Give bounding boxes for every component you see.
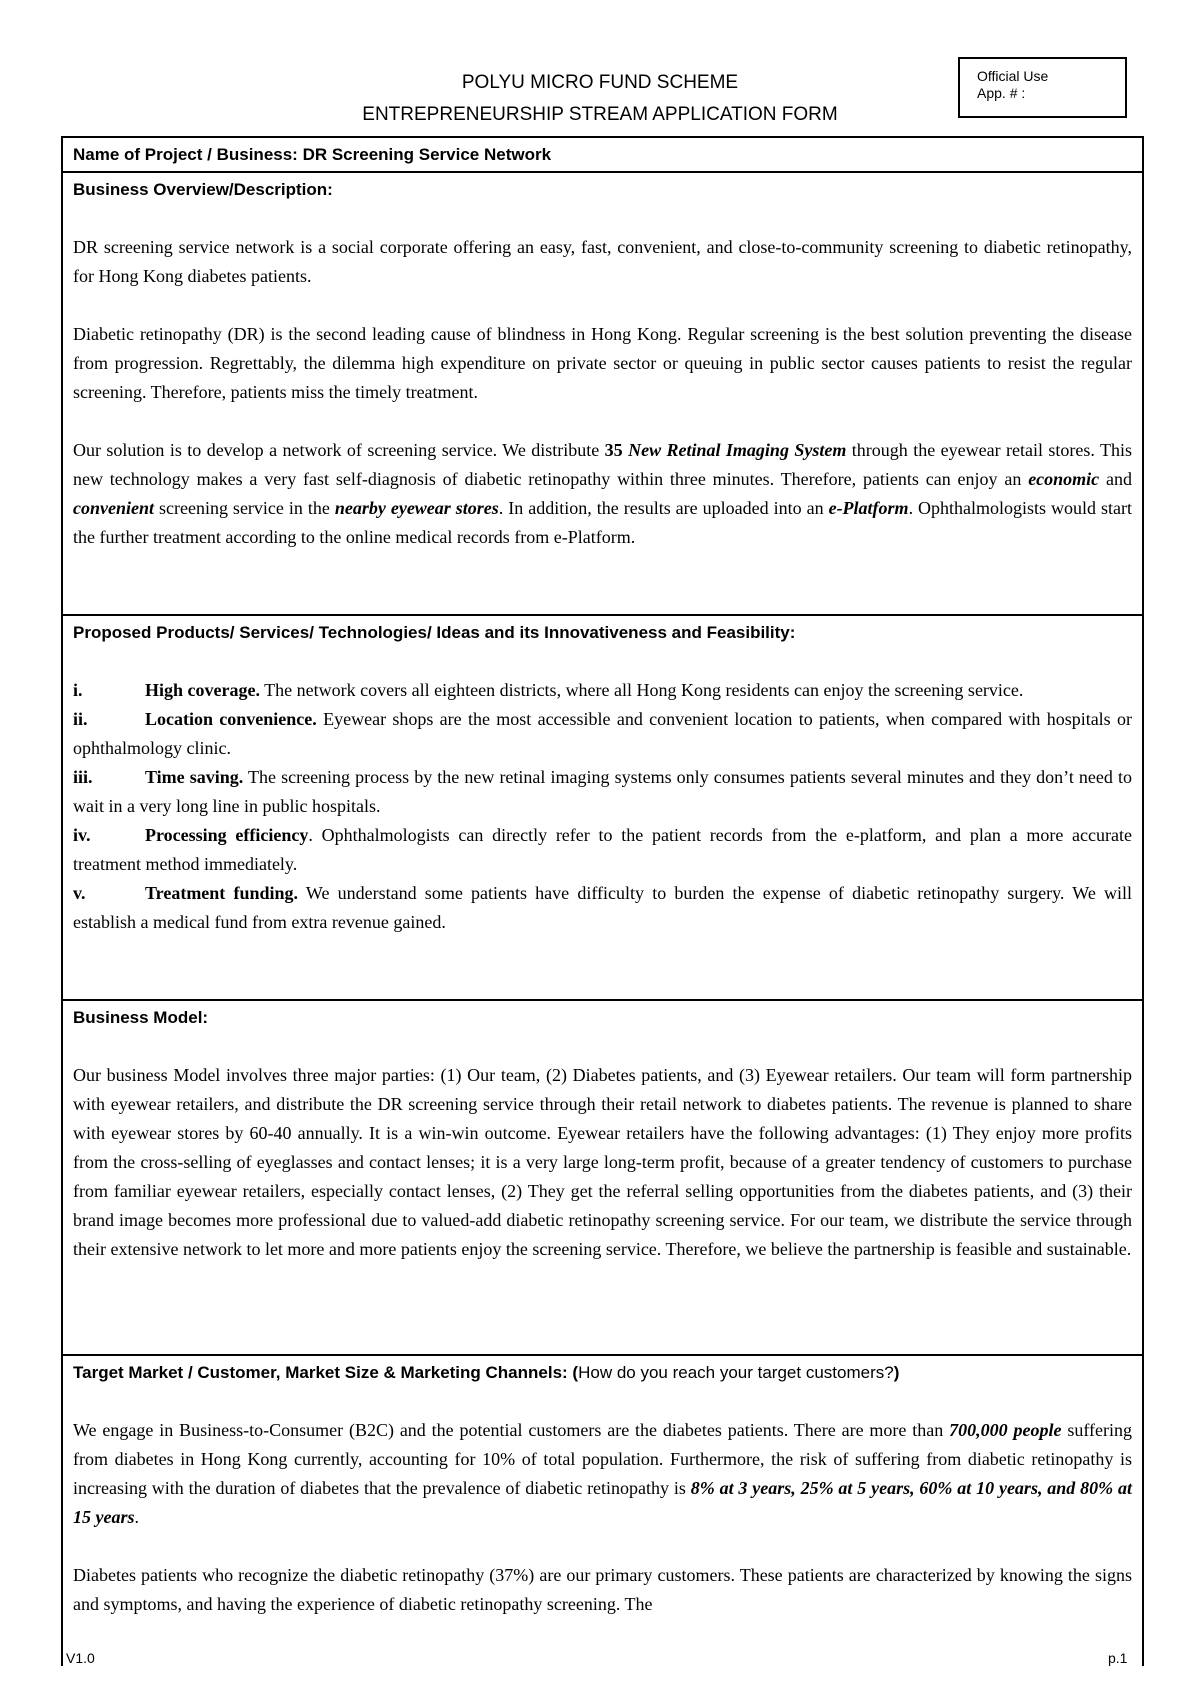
target-market-section [63,1356,1142,1619]
list-item: v. Treatment funding. We understand some patients have difficulty to burden the expense of diabetic retinopathy surgery. We will establish a medical fund from extra revenue gained. [73,883,1133,932]
list-item: ii. Location convenience. Eyewear shops are the most accessible and convenient location to patients, when compared with hospitals or ophthalmology clinic. [73,709,1132,758]
app-number-label: App. # : [977,85,1026,101]
page-number: p.1 [1108,1650,1128,1666]
version-label: V1.0 [66,1650,95,1666]
overview-paragraph-3: Our solution is to develop a network of screening service. We distribute 35 New Retinal Imaging System through the eyewear retail stores. This new technology makes a very fast self-diagnosis of diabetic retinopathy within three minutes. Therefore, patients can enjoy an economic and convenient screening service in the nearby eyewear stores. In addition, the results are uploaded into an e-Platform. Ophthalmologists would start the further treatment according to the online medical records from e-Platform. [73,440,1133,547]
target-paragraph-2: Diabetes patients who recognize the diabetic retinopathy (37%) are our primary customers. These patients are characterized by knowing the signs and symptoms, and having the experience of diabetic retinopathy screening. The [73,1565,1132,1614]
official-use-label: Official Use [977,68,1049,84]
project-name-label: Name of Project / Business: DR Screening Service Network [73,145,552,164]
overview-paragraph-2: Diabetic retinopathy (DR) is the second leading cause of blindness in Hong Kong. Regular screening is the best solution preventing the disease from progression. Regrettably, the dilemma high expenditure on private sector or queuing in public sector causes patients to resist the regular screening. Therefore, patients miss the timely treatment. [73,324,1132,402]
business-overview-section [63,173,1142,616]
project-name-section [63,138,1142,173]
list-item: i. High coverage. The network covers all eighteen districts, where all Hong Kong residents can enjoy the screening service. [73,680,1024,700]
application-form [61,136,1144,1666]
list-item: iv. Processing efficiency. Ophthalmologists can directly refer to the patient records from the e-platform, and plan a more accurate treatment method immediately. [73,825,1133,874]
overview-heading: Business Overview/Description: [73,180,333,199]
form-title: POLYU MICRO FUND SCHEME [461,72,739,93]
model-heading: Business Model: [73,1008,209,1027]
form-subtitle: ENTREPRENEURSHIP STREAM APPLICATION FORM [362,104,838,125]
products-section [63,616,1142,1001]
list-item: iii. Time saving. The screening process by the new retinal imaging systems only consumes patients several minutes and they don’t need to wait in a very long line in public hospitals. [73,767,1132,816]
model-paragraph: Our business Model involves three major parties: (1) Our team, (2) Diabetes patients, and (3) Eyewear retailers. Our team will form partnership with eyewear retailers, and distribute the DR screening service through their retail network to diabetes patients. The revenue is planned to share with eyewear stores by 60-40 annually. It is a win-win outcome. Eyewear retailers have the following advantages: (1) They enjoy more profits from the cross-selling of eyeglasses and contact lenses; it is a very large long-term profit, because of a greater tendency of customers to purchase from familiar eyewear retailers, especially contact lenses, (2) They get the referral selling opportunities from the diabetes patients, and (3) their brand image becomes more professional due to valued-add diabetic retinopathy screening service. For our team, we distribute the service through their extensive network to let more and more patients enjoy the screening service. Therefore, we believe the partnership is feasible and sustainable. [73,1065,1132,1259]
target-paragraph-1: We engage in Business-to-Consumer (B2C) and the potential customers are the diabetes patients. There are more than 700,000 people suffering from diabetes in Hong Kong currently, accounting for 10% of total population. Furthermore, the risk of suffering from diabetic retinopathy is increasing with the duration of diabetes that the prevalence of diabetic retinopathy is 8% at 3 years, 25% at 5 years, 60% at 10 years, and 80% at 15 years. [73,1420,1132,1527]
overview-paragraph-1: DR screening service network is a social corporate offering an easy, fast, convenient, and close-to-community screening to diabetic retinopathy, for Hong Kong diabetes patients. [73,237,1132,286]
business-model-section [63,1001,1142,1356]
target-heading: Target Market / Customer, Market Size & Marketing Channels: (How do you reach your target customers?) [73,1363,900,1382]
official-use-box [958,57,1127,118]
products-heading: Proposed Products/ Services/ Technologies/ Ideas and its Innovativeness and Feasibility: [73,623,796,642]
